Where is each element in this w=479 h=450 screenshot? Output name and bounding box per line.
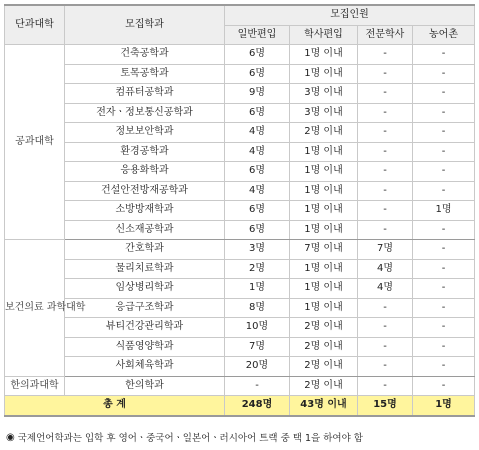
bachelor-cell: 3명 이내	[290, 103, 358, 123]
associate-cell: -	[358, 162, 413, 182]
header-rural: 농어촌	[413, 25, 475, 45]
department-cell: 사회체육학과	[65, 357, 225, 377]
general-cell: 6명	[225, 103, 290, 123]
associate-cell: -	[358, 45, 413, 65]
header-bachelor: 학사편입	[290, 25, 358, 45]
header-college: 단과대학	[5, 5, 65, 45]
bachelor-cell: 1명 이내	[290, 181, 358, 201]
bachelor-cell: 2명 이내	[290, 376, 358, 396]
general-cell: 9명	[225, 84, 290, 104]
department-cell: 한의학과	[65, 376, 225, 396]
bachelor-cell: 2명 이내	[290, 123, 358, 143]
department-cell: 식품영양학과	[65, 337, 225, 357]
associate-cell: -	[358, 376, 413, 396]
associate-cell: -	[358, 298, 413, 318]
table-row	[5, 376, 475, 396]
associate-cell: -	[358, 103, 413, 123]
table-row	[5, 84, 475, 104]
general-cell: -	[225, 376, 290, 396]
associate-cell: 4명	[358, 279, 413, 299]
department-cell: 간호학과	[65, 240, 225, 260]
table-row	[5, 220, 475, 240]
total-row	[5, 396, 475, 416]
general-cell: 10명	[225, 318, 290, 338]
college-cell: 보건의료 과학대학	[5, 240, 65, 377]
bachelor-cell: 2명 이내	[290, 357, 358, 377]
bachelor-cell: 1명 이내	[290, 142, 358, 162]
college-cell: 공과대학	[5, 45, 65, 240]
total-label: 총 계	[5, 396, 225, 416]
table-row	[5, 357, 475, 377]
footnote-text: 국제언어학과는 입학 후 영어ㆍ중국어ㆍ일본어ㆍ러시아어 트랙 중 택 1을 하여야 함	[17, 433, 363, 444]
table-row	[5, 259, 475, 279]
department-cell: 응급구조학과	[65, 298, 225, 318]
rural-cell: -	[413, 259, 475, 279]
bachelor-cell: 2명 이내	[290, 318, 358, 338]
general-cell: 4명	[225, 142, 290, 162]
rural-cell: -	[413, 142, 475, 162]
rural-cell: -	[413, 279, 475, 299]
department-cell: 건축공학과	[65, 45, 225, 65]
table-row	[5, 162, 475, 182]
department-cell: 전자ㆍ정보통신공학과	[65, 103, 225, 123]
department-cell: 컴퓨터공학과	[65, 84, 225, 104]
associate-cell: -	[358, 220, 413, 240]
associate-cell: 7명	[358, 240, 413, 260]
department-cell: 소방방재학과	[65, 201, 225, 221]
rural-cell: -	[413, 376, 475, 396]
department-cell: 건설안전방재공학과	[65, 181, 225, 201]
recruitment-table	[4, 4, 475, 417]
header-department: 모집학과	[65, 5, 225, 45]
department-cell: 물리치료학과	[65, 259, 225, 279]
table-row	[5, 45, 475, 65]
general-cell: 4명	[225, 181, 290, 201]
rural-cell: -	[413, 298, 475, 318]
table-row	[5, 240, 475, 260]
bachelor-cell: 3명 이내	[290, 84, 358, 104]
bachelor-cell: 1명 이내	[290, 279, 358, 299]
total-rural: 1명	[413, 396, 475, 416]
bullet-icon: ◉	[6, 431, 15, 443]
rural-cell: -	[413, 240, 475, 260]
bachelor-cell: 1명 이내	[290, 162, 358, 182]
general-cell: 7명	[225, 337, 290, 357]
rural-cell: -	[413, 318, 475, 338]
associate-cell: -	[358, 337, 413, 357]
table-body	[5, 45, 475, 416]
table-row	[5, 201, 475, 221]
college-cell: 한의과대학	[5, 376, 65, 396]
department-cell: 환경공학과	[65, 142, 225, 162]
department-cell: 신소재공학과	[65, 220, 225, 240]
bachelor-cell: 1명 이내	[290, 64, 358, 84]
department-cell: 뷰티건강관리학과	[65, 318, 225, 338]
general-cell: 8명	[225, 298, 290, 318]
table-row	[5, 123, 475, 143]
rural-cell: -	[413, 84, 475, 104]
total-associate: 15명	[358, 396, 413, 416]
associate-cell: 4명	[358, 259, 413, 279]
department-cell: 정보보안학과	[65, 123, 225, 143]
header-general: 일반편입	[225, 25, 290, 45]
associate-cell: -	[358, 64, 413, 84]
bachelor-cell: 1명 이내	[290, 298, 358, 318]
footnote	[6, 430, 363, 444]
general-cell: 20명	[225, 357, 290, 377]
table-row	[5, 318, 475, 338]
rural-cell: -	[413, 357, 475, 377]
table-row	[5, 279, 475, 299]
table-row	[5, 64, 475, 84]
general-cell: 4명	[225, 123, 290, 143]
general-cell: 1명	[225, 279, 290, 299]
table-row	[5, 103, 475, 123]
rural-cell: 1명	[413, 201, 475, 221]
bachelor-cell: 1명 이내	[290, 220, 358, 240]
rural-cell: -	[413, 45, 475, 65]
general-cell: 6명	[225, 220, 290, 240]
rural-cell: -	[413, 123, 475, 143]
rural-cell: -	[413, 64, 475, 84]
general-cell: 2명	[225, 259, 290, 279]
associate-cell: -	[358, 201, 413, 221]
rural-cell: -	[413, 103, 475, 123]
associate-cell: -	[358, 84, 413, 104]
rural-cell: -	[413, 337, 475, 357]
general-cell: 6명	[225, 45, 290, 65]
header-recruit-group: 모집인원	[225, 5, 475, 25]
rural-cell: -	[413, 162, 475, 182]
general-cell: 6명	[225, 64, 290, 84]
associate-cell: -	[358, 181, 413, 201]
department-cell: 임상병리학과	[65, 279, 225, 299]
header-associate: 전문학사	[358, 25, 413, 45]
general-cell: 3명	[225, 240, 290, 260]
associate-cell: -	[358, 357, 413, 377]
bachelor-cell: 1명 이내	[290, 201, 358, 221]
associate-cell: -	[358, 318, 413, 338]
general-cell: 6명	[225, 201, 290, 221]
table-row	[5, 181, 475, 201]
rural-cell: -	[413, 220, 475, 240]
department-cell: 응용화학과	[65, 162, 225, 182]
associate-cell: -	[358, 142, 413, 162]
bachelor-cell: 1명 이내	[290, 45, 358, 65]
table-row	[5, 142, 475, 162]
total-general: 248명	[225, 396, 290, 416]
bachelor-cell: 2명 이내	[290, 337, 358, 357]
rural-cell: -	[413, 181, 475, 201]
department-cell: 토목공학과	[65, 64, 225, 84]
general-cell: 6명	[225, 162, 290, 182]
total-bachelor: 43명 이내	[290, 396, 358, 416]
bachelor-cell: 1명 이내	[290, 259, 358, 279]
associate-cell: -	[358, 123, 413, 143]
table-row	[5, 337, 475, 357]
bachelor-cell: 7명 이내	[290, 240, 358, 260]
